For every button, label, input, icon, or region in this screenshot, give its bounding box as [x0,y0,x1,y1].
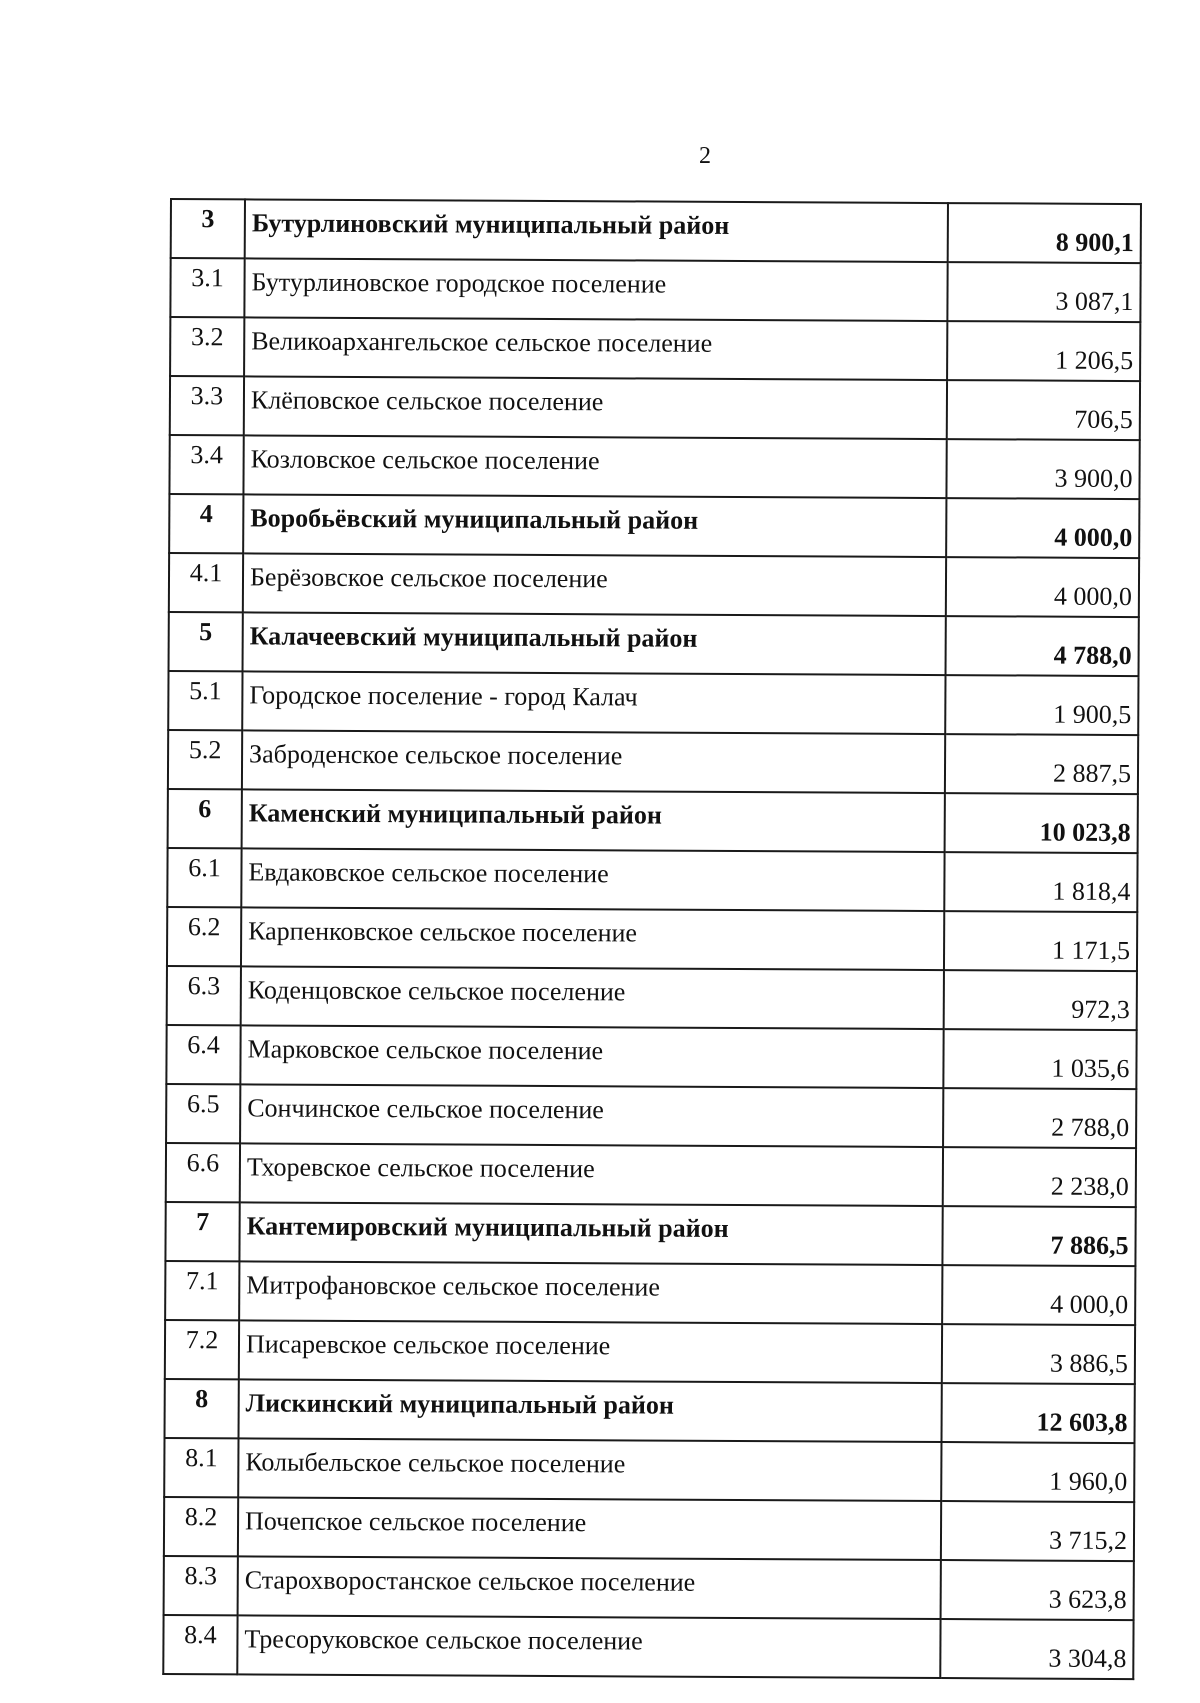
settlement-row [170,258,1140,322]
row-number: 8.2 [164,1497,238,1556]
settlement-name: Тхоревское сельское поселение [240,1143,943,1206]
row-number: 4 [169,494,243,553]
settlement-name: Коденцовское сельское поселение [241,966,944,1029]
amount-value: 3 623,8 [941,1560,1134,1620]
settlement-row [170,376,1140,440]
amount-value: 7 886,5 [942,1206,1135,1266]
amount-value: 1 960,0 [941,1442,1134,1502]
row-number: 6.1 [167,848,241,907]
amount-value: 12 603,8 [941,1383,1134,1443]
amount-value: 1 900,5 [945,675,1138,735]
settlement-row [164,1438,1134,1502]
district-row [165,1202,1135,1266]
amount-value: 1 818,4 [944,852,1137,912]
settlement-row [163,1615,1133,1679]
settlement-name: Заброденское сельское поселение [242,730,945,793]
page-number: 2 [699,143,711,169]
row-number: 6.4 [166,1025,240,1084]
row-number: 6 [168,789,242,848]
row-number: 8.4 [163,1615,237,1674]
settlement-row [166,1084,1136,1148]
settlement-name: Митрофановское сельское поселение [239,1261,942,1324]
amount-value: 1 171,5 [944,911,1137,971]
allocation-table-container [162,198,1140,1680]
settlement-name: Козловское сельское поселение [243,435,946,498]
settlement-name: Великоархангельское сельское поселение [244,317,947,380]
amount-value: 4 000,0 [942,1265,1135,1325]
settlement-row [164,1556,1134,1620]
settlement-name: Берёзовское сельское поселение [243,553,946,616]
settlement-name: Бутурлиновское городское поселение [244,258,947,321]
row-number: 8.3 [164,1556,238,1615]
district-name: Воробьёвский муниципальный район [243,494,946,557]
amount-value: 8 900,1 [948,203,1141,263]
row-number: 7.1 [165,1261,239,1320]
settlement-row [170,317,1140,381]
settlement-row [166,1025,1136,1089]
amount-value: 706,5 [947,380,1140,440]
row-number: 3.4 [169,435,243,494]
settlement-name: Евдаковское сельское поселение [241,848,944,911]
row-number: 3.2 [170,317,244,376]
table-body [163,199,1141,1679]
settlement-name: Колыбельское сельское поселение [238,1438,941,1501]
amount-value: 3 087,1 [947,262,1140,322]
district-name: Бутурлиновский муниципальный район [245,199,948,262]
settlement-name: Тресоруковское сельское поселение [237,1615,940,1678]
amount-value: 4 000,0 [946,498,1139,558]
row-number: 8.1 [164,1438,238,1497]
settlement-name: Сончинское сельское поселение [240,1084,943,1147]
amount-value: 1 035,6 [943,1029,1136,1089]
row-number: 5 [169,612,243,671]
settlement-name: Почепское сельское поселение [238,1497,941,1560]
district-name: Лискинский муниципальный район [239,1379,942,1442]
row-number: 5.1 [168,671,242,730]
amount-value: 3 886,5 [942,1324,1135,1384]
district-row [169,494,1139,558]
amount-value: 2 788,0 [943,1088,1136,1148]
amount-value: 3 900,0 [946,439,1139,499]
settlement-row [164,1497,1134,1561]
row-number: 7 [165,1202,239,1261]
district-name: Кантемировский муниципальный район [239,1202,942,1265]
amount-value: 2 238,0 [943,1147,1136,1207]
amount-value: 4 000,0 [946,557,1139,617]
settlement-name: Клёповское сельское поселение [244,376,947,439]
row-number: 6.6 [166,1143,240,1202]
settlement-row [168,730,1138,794]
district-name: Каменский муниципальный район [242,789,945,852]
amount-value: 2 887,5 [945,734,1138,794]
allocation-table [162,198,1142,1680]
settlement-name: Карпенковское сельское поселение [241,907,944,970]
settlement-row [169,553,1139,617]
district-row [169,612,1139,676]
settlement-name: Марковское сельское поселение [240,1025,943,1088]
amount-value: 3 304,8 [940,1619,1133,1679]
district-row [168,789,1138,853]
row-number: 3.3 [170,376,244,435]
district-row [171,199,1141,263]
amount-value: 1 206,5 [947,321,1140,381]
row-number: 3 [171,199,245,258]
row-number: 3.1 [170,258,244,317]
settlement-row [166,1143,1136,1207]
settlement-name: Писаревское сельское поселение [239,1320,942,1383]
row-number: 6.3 [167,966,241,1025]
district-row [165,1379,1135,1443]
amount-value: 3 715,2 [941,1501,1134,1561]
amount-value: 10 023,8 [945,793,1138,853]
district-name: Калачеевский муниципальный район [243,612,946,675]
row-number: 5.2 [168,730,242,789]
row-number: 8 [165,1379,239,1438]
row-number: 4.1 [169,553,243,612]
row-number: 6.5 [166,1084,240,1143]
settlement-row [167,966,1137,1030]
settlement-row [165,1320,1135,1384]
amount-value: 972,3 [944,970,1137,1030]
settlement-name: Старохворостанское сельское поселение [238,1556,941,1619]
settlement-row [168,671,1138,735]
settlement-row [169,435,1139,499]
settlement-row [167,907,1137,971]
row-number: 6.2 [167,907,241,966]
settlement-row [167,848,1137,912]
amount-value: 4 788,0 [946,616,1139,676]
settlement-name: Городское поселение - город Калач [242,671,945,734]
settlement-row [165,1261,1135,1325]
row-number: 7.2 [165,1320,239,1379]
